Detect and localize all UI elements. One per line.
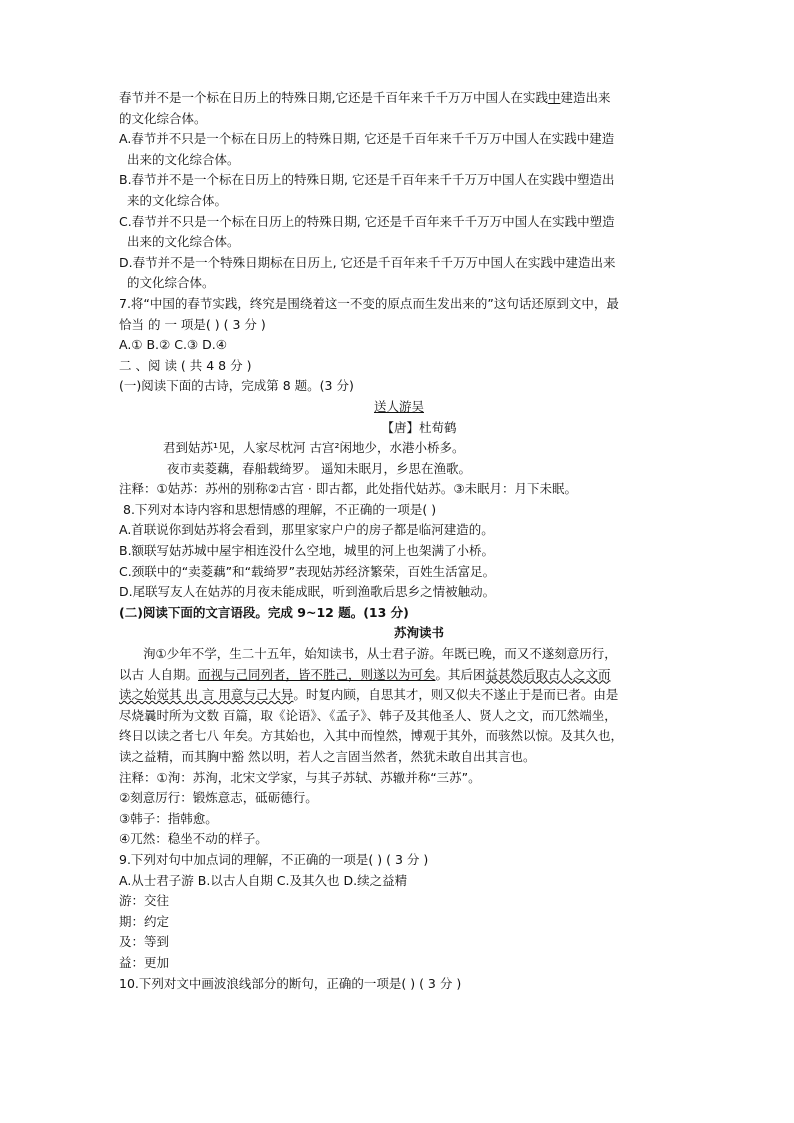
q9-gloss-4: 益：更加 [119,954,170,970]
q6-option-b-line1: B.春节并不是一个标在日历上的特殊日期, 它还是千百年来千千万万中国人在实践中塑造出 [119,172,615,188]
poem-title-text: 送人游吴 [373,398,424,414]
passage-title: 苏洵读书 [393,625,444,641]
passage-note-2: ②刻意厉行：锻炼意志，砥砺德行。 [119,790,318,806]
passage-line-5: 终日以读之者七八 年矣。方其始也，入其中而惶然，博观于其外，而骇然以惊。及其久也， [119,728,623,744]
passage-line-1: 洵①少年不学，生二十五年，始知读书，从士君子游。年既已晚，而又不遂刻意历行， [143,646,617,662]
passage-text: 。时复内顾，自思其才，则又似夫不遂止于是而已者。由是 [293,687,619,703]
q7-stem-line2: 恰当 的 一 项是( ) ( 3 分 ) [119,316,266,332]
q6-stem-line1 [119,88,679,109]
q6-option-d-line1: D.春节并不是一个特殊日期标在日历上, 它还是千百年来千千万万中国人在实践中建造出来 [119,254,616,270]
q6-option-a-line2: 出来的文化综合体。 [127,151,240,167]
q7-stem-line1: 7.将“中国的春节实践，终究是围绕着这一不变的原点而生发出来的”这句话还原到文中，最 [119,295,619,311]
poem-note: 注释：①姑苏：苏州的别称②古宫 · 即古都，此处指代姑苏。③未眠月：月下未眠。 [119,481,578,497]
q6-stem-text-end: 建造出来 [560,90,611,105]
section2-heading: 二 、阅 读 ( 共 4 8 分 ) [119,357,252,373]
passage-line-3 [119,685,679,706]
poem-title [119,397,679,418]
q6-option-a-line1: A.春节并不只是一个标在日历上的特殊日期, 它还是千百年来千千万万中国人在实践中建造 [119,131,615,147]
q7-options: A.① B.② C.③ D.④ [119,337,227,353]
poem-line-2: 夜市卖菱藕，春船载绮罗。 遥知未眠月，乡思在渔歌。 [167,460,471,476]
poem-author: 【唐】杜荀鹤 [381,419,457,435]
passage-line-2 [119,665,679,686]
q6-option-c-line1: C.春节并不只是一个标在日历上的特殊日期, 它还是千百年来千千万万中国人在实践中塑造 [119,213,615,229]
q9-stem: 9.下列对句中加点词的理解，不正确的一项是( ) ( 3 分 ) [119,851,429,867]
passage-note-3: ③韩子：指韩愈。 [119,810,218,826]
q10-stem: 10.下列对文中画波浪线部分的断句，正确的一项是( ) ( 3 分 ) [119,975,462,991]
q9-gloss-3: 及：等到 [119,934,170,950]
q6-option-d-line2: 的文化综合体。 [127,275,215,291]
passage-note-1: 注释：①洵：苏洵，北宋文学家，与其子苏轼、苏辙并称“三苏”。 [119,769,481,785]
passage-note-4: ④兀然：稳坐不动的样子。 [119,831,268,847]
poem-line-1: 君到姑苏¹见，人家尽枕河 古宫²闲地少，水港小桥多。 [163,440,465,456]
passage-wavy-segment: 益甚然后取古人之文而 [485,666,611,682]
q9-gloss-1: 游：交往 [119,893,170,909]
q8-option-d: D.尾联写友人在姑苏的月夜未能成眠，听到渔歌后思乡之情被触动。 [119,584,496,600]
part2-heading: (二)阅读下面的文言语段。完成 9~12 题。(13 分) [119,604,409,620]
passage-line-4: 尽烧曩时所为文数 百篇，取《论语》、《孟子》、韩子及其他圣人、贤人之文，而兀然端坐， [119,707,617,723]
passage-underlined-sentence: 而视与己同列者，皆不胜己，则遂以为可矣 [197,666,436,682]
q8-option-a: A.首联说你到姑苏将会看到，那里家家户户的房子都是临河建造的。 [119,522,494,538]
q6-option-b-line2: 来的文化综合体。 [127,192,228,208]
q6-stem-text: 春节并不是一个标在日历上的特殊日期,它还是千百年来千千万万中国人在实践 [119,90,548,105]
passage-wavy-segment-end: 读之始觉其 出 言 用意与己大异 [119,687,294,703]
q6-stem-underlined: 中 [547,90,561,105]
q6-option-c-line2: 出来的文化综合体。 [127,234,240,250]
passage-text: 。其后困 [435,666,486,682]
passage-line-6: 读之益精，而其胸中豁 然以明，若人之言固当然者，然犹未敢自出其言也。 [119,749,536,764]
q8-option-b: B.额联写姑苏城中屋宇相连没什么空地，城里的河上也架满了小桥。 [119,543,495,559]
q8-stem: 8.下列对本诗内容和思想情感的理解，不正确的一项是( ) [123,501,437,517]
q9-options: A.从士君子游 B.以古人自期 C.及其久也 D.续之益精 [119,872,408,888]
document-page [119,88,679,994]
q6-stem-line2: 的文化综合体。 [119,110,207,126]
passage-text: 以古 人自期。 [119,666,198,682]
section2-part1-heading: (一)阅读下面的古诗，完成第 8 题。(3 分) [119,378,354,394]
q9-gloss-2: 期：约定 [119,913,170,929]
q8-option-c: C.颈联中的“卖菱藕”和“载绮罗”表现姑苏经济繁荣，百姓生活富足。 [119,563,496,579]
